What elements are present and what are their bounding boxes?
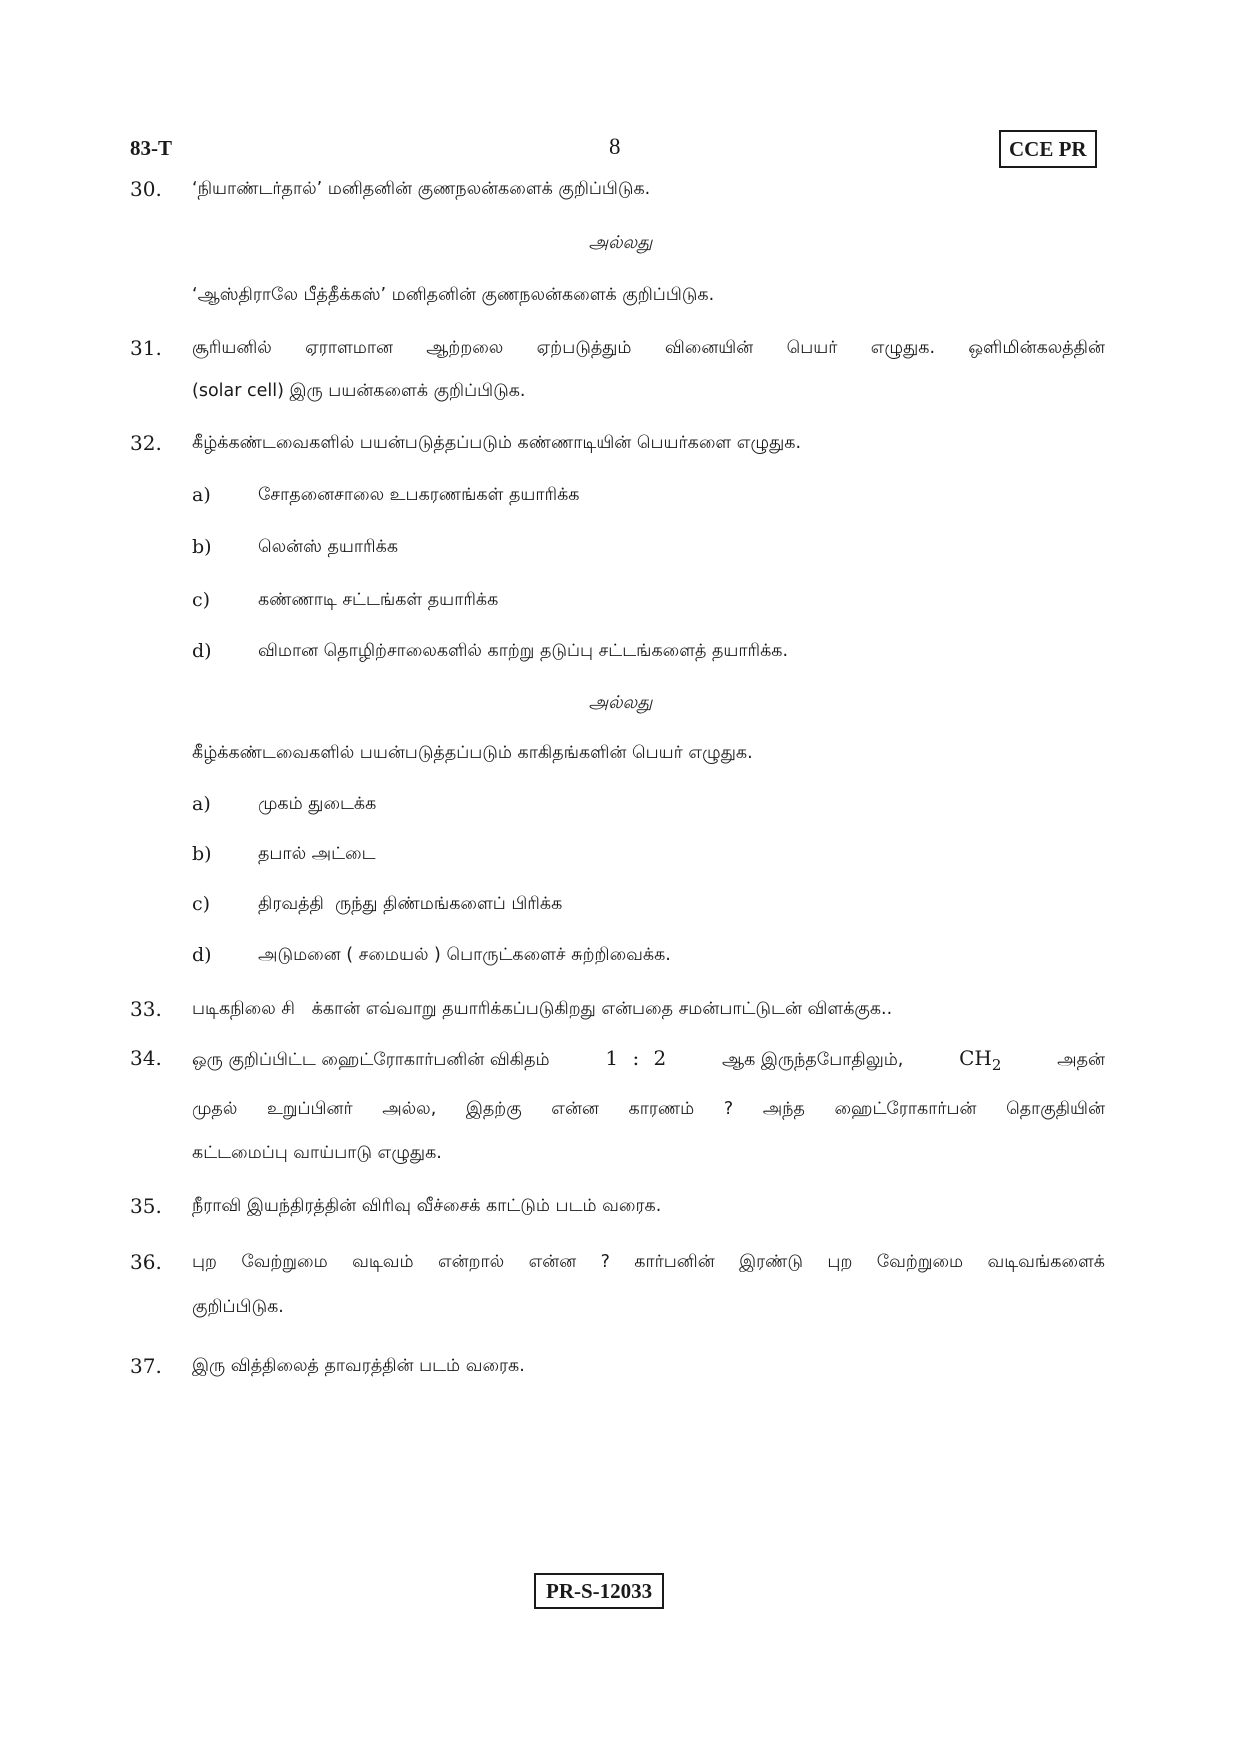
question-30 <box>130 176 1105 203</box>
alt-option-a <box>192 791 1092 818</box>
question-text-line-1 <box>192 1045 1105 1079</box>
option-text: தபால் அட்டை <box>258 844 376 864</box>
formula-ch2 <box>959 1045 1001 1079</box>
question-text-line-1: புற வேற்றுமை வடிவம் என்றால் என்ன ? கார்பனின் இரண்டு புற வேற்றுமை வடிவங்களைக் <box>192 1252 1105 1272</box>
subject-code: 83-T <box>130 136 172 160</box>
formula-main: CH <box>959 1046 992 1070</box>
option-label: c) <box>192 893 211 915</box>
question-36 <box>130 1249 1105 1276</box>
ratio-value: 1 : 2 <box>605 1046 667 1070</box>
question-number: 34. <box>130 1046 162 1070</box>
question-32-alternative: கீழ்க்கண்டவைகளில் பயன்படுத்தப்படும் காகிதங்களின் பெயர் எழுதுக. <box>192 743 753 763</box>
question-35 <box>130 1193 1105 1220</box>
question-text-line-1: சூரியனில் ஏராளமான ஆற்றலை ஏற்படுத்தும் வினையின் பெயர் எழுதுக. ஒளிமின்கலத்தின் <box>192 338 1105 358</box>
or-divider: அல்லது <box>588 233 653 253</box>
question-number: 33. <box>130 997 162 1021</box>
option-text: லென்ஸ் தயாரிக்க <box>258 537 399 557</box>
option-label: a) <box>192 484 211 506</box>
option-b <box>192 534 1092 561</box>
question-30-alternative: ‘ஆஸ்திராலே பீத்தீக்கஸ்’ மனிதனின் குணநலன்களைக் குறிப்பிடுக. <box>192 285 715 305</box>
paper-code-footer: PR-S-12033 <box>534 1573 664 1609</box>
option-label: d) <box>192 640 212 662</box>
question-text: ‘நியாண்டர்தால்’ மனிதனின் குணநலன்களைக் குறிப்பிடுக. <box>192 179 651 199</box>
question-number: 37. <box>130 1354 162 1378</box>
question-31 <box>130 335 1105 362</box>
question-37 <box>130 1353 1105 1380</box>
question-text: இரு வித்திலைத் தாவரத்தின் படம் வரைக. <box>192 1356 525 1376</box>
option-c <box>192 587 1092 614</box>
question-33 <box>130 996 1105 1023</box>
question-34-line-2: முதல் உறுப்பினர் அல்ல, இதற்கு என்ன காரணம் ? அந்த ஹைட்ரோகார்பன் தொகுதியின் <box>192 1099 1105 1119</box>
line-1-start: ஒரு குறிப்பிட்ட ஹைட்ரோகார்பனின் விகிதம் <box>192 1050 550 1070</box>
option-text: அடுமனை ( சமையல் ) பொருட்களைச் சுற்றிவைக்க. <box>258 945 671 965</box>
question-32 <box>130 430 1105 457</box>
option-a <box>192 482 1092 509</box>
question-34 <box>130 1045 1105 1079</box>
page-number: 8 <box>609 134 621 159</box>
question-36-line-2: குறிப்பிடுக. <box>192 1297 284 1317</box>
cce-badge: CCE PR <box>999 130 1097 168</box>
option-text: திரவத்தி ருந்து திண்மங்களைப் பிரிக்க <box>258 894 563 914</box>
option-text: முகம் துடைக்க <box>258 794 377 814</box>
option-text: கண்ணாடி சட்டங்கள் தயாரிக்க <box>258 590 499 610</box>
option-label: b) <box>192 843 212 865</box>
question-34-line-3: கட்டமைப்பு வாய்பாடு எழுதுக. <box>192 1143 442 1163</box>
question-31-line-2: (solar cell) இரு பயன்களைக் குறிப்பிடுக. <box>192 381 526 401</box>
formula-subscript: 2 <box>991 1056 1002 1074</box>
option-label: b) <box>192 536 212 558</box>
question-number: 32. <box>130 431 162 455</box>
option-d <box>192 638 1092 665</box>
option-label: c) <box>192 589 211 611</box>
option-label: d) <box>192 944 212 966</box>
question-number: 31. <box>130 336 162 360</box>
or-divider: அல்லது <box>588 693 653 713</box>
question-number: 30. <box>130 177 162 201</box>
question-number: 35. <box>130 1194 162 1218</box>
question-text: கீழ்க்கண்டவைகளில் பயன்படுத்தப்படும் கண்ணாடியின் பெயர்களை எழுதுக. <box>192 433 802 453</box>
alt-option-b <box>192 841 1092 868</box>
question-text: நீராவி இயந்திரத்தின் விரிவு வீச்சைக் காட்டும் படம் வரைக. <box>192 1196 662 1216</box>
option-label: a) <box>192 793 211 815</box>
alt-option-d <box>192 942 1092 969</box>
question-text: படிகநிலை சி க்கான் எவ்வாறு தயாரிக்கப்படுகிறது என்பதை சமன்பாட்டுடன் விளக்குக.. <box>192 999 893 1019</box>
question-number: 36. <box>130 1250 162 1274</box>
alt-option-c <box>192 891 1092 918</box>
line-1-end: அதன் <box>1057 1050 1105 1070</box>
option-text: விமான தொழிற்சாலைகளில் காற்று தடுப்பு சட்டங்களைத் தயாரிக்க. <box>258 641 789 661</box>
option-text: சோதனைசாலை உபகரணங்கள் தயாரிக்க <box>258 485 580 505</box>
line-1-middle: ஆக இருந்தபோதிலும், <box>722 1050 904 1070</box>
